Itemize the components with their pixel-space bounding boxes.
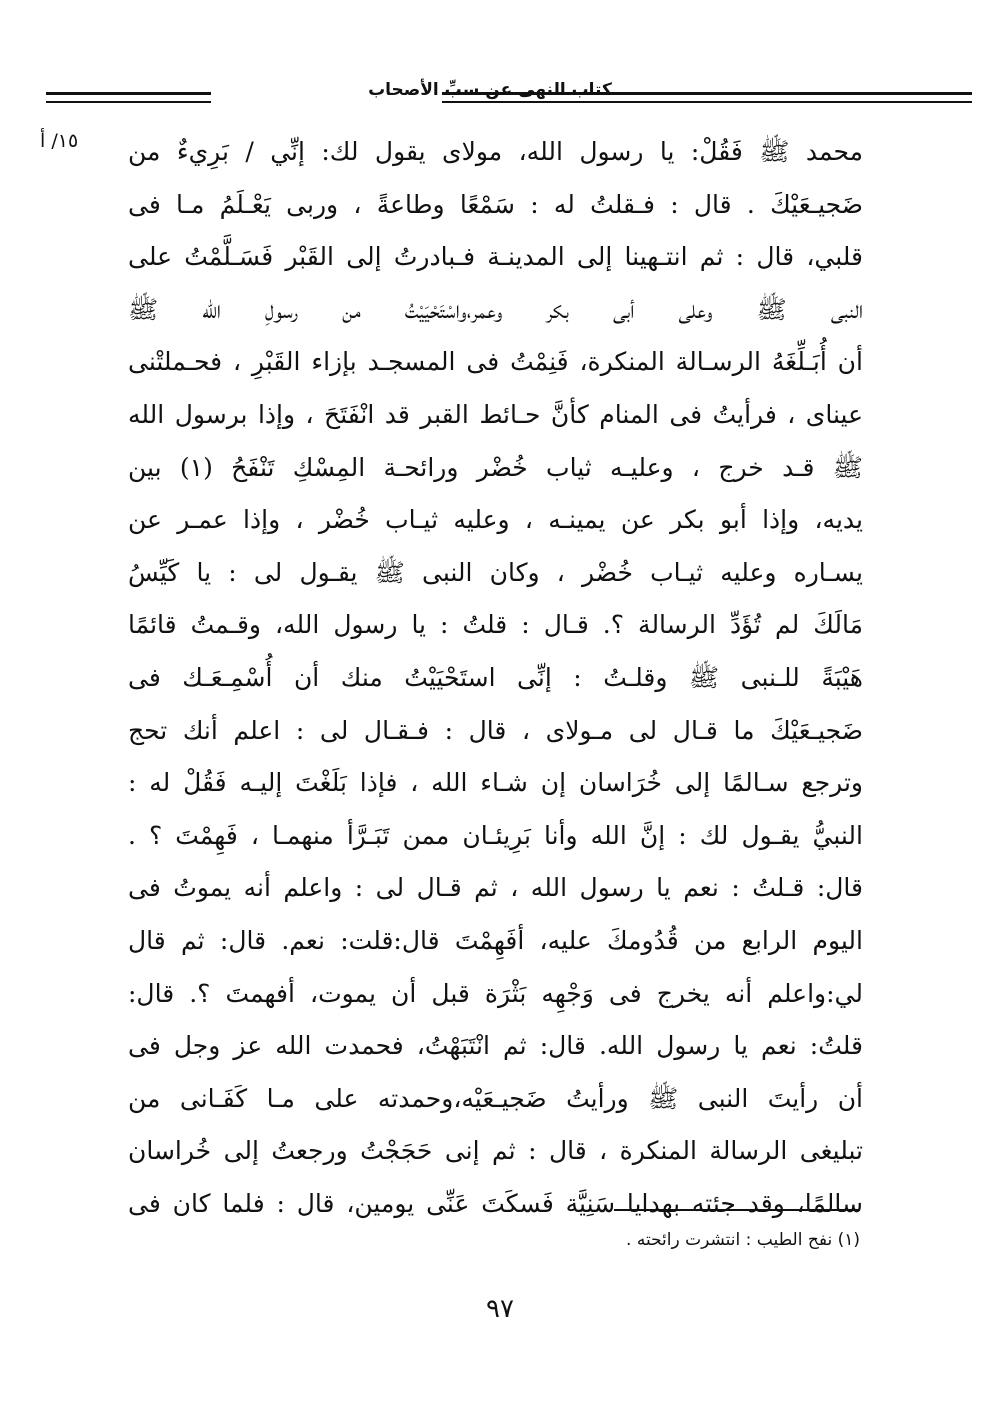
text-line: يديه، وإذا أبو بكر عن يمينـه ، وعليه ثيـاب خُضْر ، وإذا عمـر عن (128, 505, 863, 535)
text-line: لي:واعلم أنه يخرج فى وَجْهِه بَثْرَة قبل أن يموت، أفهمتَ ؟. قال: (128, 978, 863, 1008)
text-line: هَيْبَةً للـنبى ﷺ وقلـتُ : إنِّى استَحْيَيْتُ منك أن أُسْمِـعَـك فى (128, 662, 863, 692)
text-line: سالمًا، وقد جئته بهدايا سَنِيَّة فَسكَتَ عَنِّى يومين، قال : فلما كان فى (128, 1188, 863, 1218)
text-line: أن رأيتَ النبى ﷺ ورأيتُ ضَجيـعَيْه،وحمدته على مـا كَفَـانى من (128, 1083, 863, 1113)
text-line: وترجع سـالمًا إلى خُرَاسان إن شـاء الله ، فإذا بَلَغْتَ إليـه فَقُلْ له : (128, 768, 863, 798)
page-number: ٩٧ (486, 1294, 514, 1324)
body-text (128, 126, 863, 1230)
text-line: يسـاره وعليه ثيـاب خُضْر ، وكان النبى ﷺ يقـول لى : يا كَيِّسُ (128, 557, 863, 587)
text-line: مَالَكَ لم تُؤَدِّ الرسالة ؟. قـال : قلتُ : يا رسول الله، وقـمتُ قائمًا (128, 610, 863, 640)
text-line: ضَجيـعَيْكَ . قال : فـقلتُ له : سَمْعًا وطاعةً ، وربى يَعْـلَمُ مـا فى (128, 189, 863, 219)
text-line: النبى ﷺ وعلى أبى بكر وعمر،واسْتَحْيَيْتُ من رسولِ الله ﷺ (128, 294, 863, 324)
text-line: اليوم الرابع من قُدُومكَ عليه، أفَهِمْتَ قال:قلت: نعم. قال: ثم قال (128, 925, 863, 955)
text-line: محمد ﷺ فَقُلْ: يا رسول الله، مولاى يقول لك: إنِّي / بَرِيءٌ من (128, 137, 863, 166)
text-line: ضَجيـعَيْكَ ما قـال لى مـولاى ، قال : فـقـال لى : اعلم أنك تحج (128, 715, 863, 745)
text-line: قال: قـلتُ : نعم يا رسول الله ، ثم قـال لى : واعلم أنه يموتُ فى (128, 873, 863, 903)
text-line: قلتُ: نعم يا رسول الله. قال: ثم انْتَبَهْتُ، فحمدت الله عز وجل فى (128, 1031, 863, 1061)
footnote: (١) نفح الطيب : انتشرت رائحته . (626, 1230, 860, 1250)
text-line: قلبي، قال : ثم انتـهينا إلى المدينـة فـبادرتُ إلى القَبْر فَسَـلَّمْتُ على (128, 242, 863, 272)
footnote-separator (614, 1209, 860, 1211)
page-header (30, 78, 950, 118)
header-rule-right (442, 92, 972, 103)
text-line: عيناى ، فرأيتُ فى المنام كأنَّ حـائط القبر قد انْفَتَحَ ، وإذا برسول الله (128, 399, 863, 429)
text-line: أن أُبَـلِّغَهُ الرسـالة المنكرة، فَنِمْتُ فى المسجـد بإزاء القَبْرِ ، فحـملتْنى (128, 347, 863, 377)
text-line: النبيُّ يقـول لك : إنَّ الله وأنا بَرِيئـان ممن تَبَـرَّأ منهمـا ، فَهِمْتَ ؟ . (128, 820, 863, 850)
text-line: تبليغى الرسالة المنكرة ، قال : ثم إنى حَجَجْتُ ورجعتُ إلى خُراسان (128, 1136, 863, 1166)
text-line: ﷺ قـد خرج ، وعليـه ثياب خُضْر ورائحـة المِسْكِ تَنْفَحُ (١) بين (128, 452, 863, 482)
running-title: كتاب النهى عن سبِّ الأصحاب (368, 80, 612, 100)
manuscript-folio-marker: ١٥/ أ (40, 130, 79, 152)
